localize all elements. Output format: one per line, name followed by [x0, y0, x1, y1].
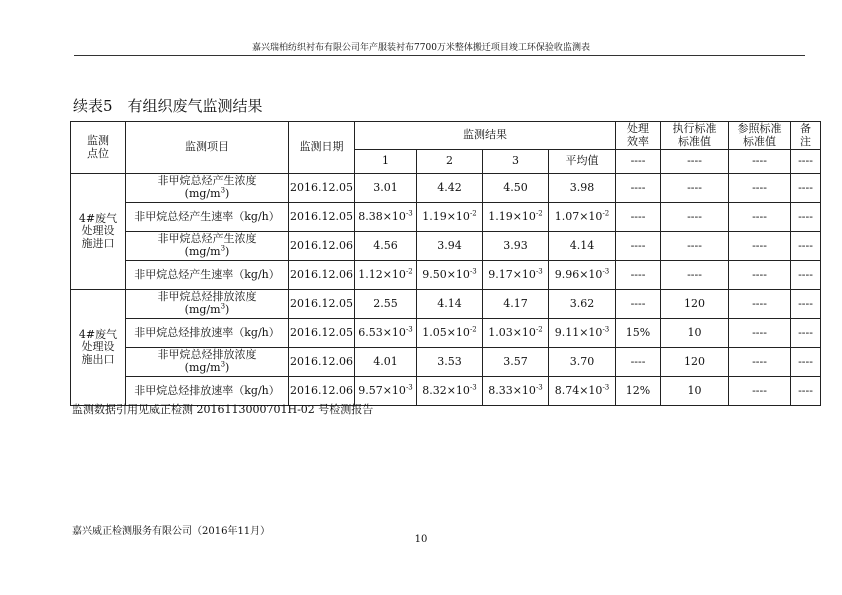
ref-standard-value: ----: [729, 232, 791, 261]
result-r1: 3.01: [355, 174, 417, 203]
col-header-item: 监测项目: [126, 122, 289, 174]
col-header-exec-standard: 执行标准 标准值: [661, 122, 729, 150]
col-header-ref-standard: 参照标准 标准值: [729, 122, 791, 150]
page-number: 10: [414, 534, 428, 545]
monitoring-item: 非甲烷总烃产生浓度 $(mg/m^3)$: [126, 232, 289, 261]
result-r2: $9.50\times 10^{-3}$: [417, 261, 483, 290]
col-header-average: 平均值: [549, 150, 616, 174]
monitoring-item: 非甲烷总烃排放浓度 $(mg/m^3)$: [126, 290, 289, 319]
result-avg: $9.96\times 10^{-3}$: [549, 261, 616, 290]
result-r1: 2.55: [355, 290, 417, 319]
section-title: 续表5 有组织废气监测结果: [73, 97, 263, 115]
result-r3: $1.03\times 10^{-2}$: [483, 319, 549, 348]
result-r3: 4.17: [483, 290, 549, 319]
result-avg: 3.98: [549, 174, 616, 203]
treatment-efficiency: ----: [616, 174, 661, 203]
result-r1: $6.53\times 10^{-3}$: [355, 319, 417, 348]
result-r3: 4.50: [483, 174, 549, 203]
document-header: 嘉兴瑞柏纺织衬布有限公司年产服装衬布7700万米整体搬迁项目竣工环保验收监测表: [252, 43, 590, 53]
treatment-efficiency: ----: [616, 290, 661, 319]
monitoring-item: 非甲烷总烃产生速率（kg/h）: [126, 203, 289, 232]
header-ref-standard-dash: ----: [729, 150, 791, 174]
col-header-result-3: 3: [483, 150, 549, 174]
table-row: [71, 203, 821, 232]
ref-standard-value: ----: [729, 203, 791, 232]
remark: ----: [791, 261, 821, 290]
result-r2: $1.05\times 10^{-2}$: [417, 319, 483, 348]
header-rule: [74, 55, 805, 56]
header-note-dash: ----: [791, 150, 821, 174]
result-r2: 4.14: [417, 290, 483, 319]
result-r2: 3.53: [417, 348, 483, 377]
result-avg: 3.70: [549, 348, 616, 377]
result-r1: 4.01: [355, 348, 417, 377]
remark: ----: [791, 348, 821, 377]
ref-standard-value: ----: [729, 377, 791, 406]
result-r1: $1.12\times 10^{-2}$: [355, 261, 417, 290]
treatment-efficiency: ----: [616, 261, 661, 290]
table-body: [71, 174, 821, 406]
table-row: [71, 290, 821, 319]
monitoring-point: 4#废气 处理设 施出口: [71, 290, 126, 406]
monitoring-date: 2016.12.06: [289, 377, 355, 406]
treatment-efficiency: 15%: [616, 319, 661, 348]
exec-standard-value: ----: [661, 261, 729, 290]
header-row-1: [71, 122, 821, 150]
result-r2: $1.19\times 10^{-2}$: [417, 203, 483, 232]
monitoring-date: 2016.12.05: [289, 203, 355, 232]
monitoring-item: 非甲烷总烃排放浓度 $(mg/m^3)$: [126, 348, 289, 377]
monitoring-item: 非甲烷总烃产生速率（kg/h）: [126, 261, 289, 290]
result-r3: 3.93: [483, 232, 549, 261]
result-r3: $1.19\times 10^{-2}$: [483, 203, 549, 232]
remark: ----: [791, 377, 821, 406]
result-r2: 3.94: [417, 232, 483, 261]
col-header-result-2: 2: [417, 150, 483, 174]
table-row: [71, 174, 821, 203]
result-r2: 4.42: [417, 174, 483, 203]
monitoring-date: 2016.12.05: [289, 174, 355, 203]
result-r1: $9.57\times 10^{-3}$: [355, 377, 417, 406]
exec-standard-value: 10: [661, 319, 729, 348]
monitoring-date: 2016.12.06: [289, 232, 355, 261]
ref-standard-value: ----: [729, 261, 791, 290]
col-header-results: 监测结果: [355, 122, 616, 150]
remark: ----: [791, 290, 821, 319]
table-row: [71, 261, 821, 290]
exec-standard-value: 120: [661, 348, 729, 377]
remark: ----: [791, 203, 821, 232]
data-source-note: 监测数据引用见威正检测 2016113000701H-02 号检测报告: [72, 403, 374, 416]
emissions-table: [70, 121, 821, 406]
monitoring-date: 2016.12.06: [289, 261, 355, 290]
remark: ----: [791, 174, 821, 203]
remark: ----: [791, 319, 821, 348]
table-row: [71, 348, 821, 377]
monitoring-item: 非甲烷总烃产生浓度 $(mg/m^3)$: [126, 174, 289, 203]
result-r2: $8.32\times 10^{-3}$: [417, 377, 483, 406]
col-header-result-1: 1: [355, 150, 417, 174]
ref-standard-value: ----: [729, 174, 791, 203]
exec-standard-value: ----: [661, 203, 729, 232]
exec-standard-value: 120: [661, 290, 729, 319]
treatment-efficiency: ----: [616, 348, 661, 377]
result-r3: $8.33\times 10^{-3}$: [483, 377, 549, 406]
col-header-note: 备 注: [791, 122, 821, 150]
treatment-efficiency: ----: [616, 203, 661, 232]
treatment-efficiency: ----: [616, 232, 661, 261]
table-row: [71, 319, 821, 348]
exec-standard-value: ----: [661, 174, 729, 203]
monitoring-date: 2016.12.05: [289, 319, 355, 348]
monitoring-item: 非甲烷总烃排放速率（kg/h）: [126, 319, 289, 348]
result-avg: 3.62: [549, 290, 616, 319]
exec-standard-value: ----: [661, 232, 729, 261]
result-avg: 4.14: [549, 232, 616, 261]
col-header-date: 监测日期: [289, 122, 355, 174]
remark: ----: [791, 232, 821, 261]
header-efficiency-dash: ----: [616, 150, 661, 174]
result-avg: $8.74\times 10^{-3}$: [549, 377, 616, 406]
exec-standard-value: 10: [661, 377, 729, 406]
col-header-efficiency: 处理 效率: [616, 122, 661, 150]
treatment-efficiency: 12%: [616, 377, 661, 406]
col-header-point: 监测 点位: [71, 122, 126, 174]
monitoring-date: 2016.12.06: [289, 348, 355, 377]
result-r1: $8.38\times 10^{-3}$: [355, 203, 417, 232]
ref-standard-value: ----: [729, 319, 791, 348]
result-avg: $9.11\times 10^{-3}$: [549, 319, 616, 348]
result-avg: $1.07\times 10^{-2}$: [549, 203, 616, 232]
footer-company: 嘉兴威正检测服务有限公司（2016年11月）: [72, 526, 271, 537]
monitoring-item: 非甲烷总烃排放速率（kg/h）: [126, 377, 289, 406]
result-r1: 4.56: [355, 232, 417, 261]
result-r3: 3.57: [483, 348, 549, 377]
ref-standard-value: ----: [729, 290, 791, 319]
header-exec-standard-dash: ----: [661, 150, 729, 174]
table-row: [71, 232, 821, 261]
monitoring-point: 4#废气 处理设 施进口: [71, 174, 126, 290]
result-r3: $9.17\times 10^{-3}$: [483, 261, 549, 290]
ref-standard-value: ----: [729, 348, 791, 377]
monitoring-date: 2016.12.05: [289, 290, 355, 319]
